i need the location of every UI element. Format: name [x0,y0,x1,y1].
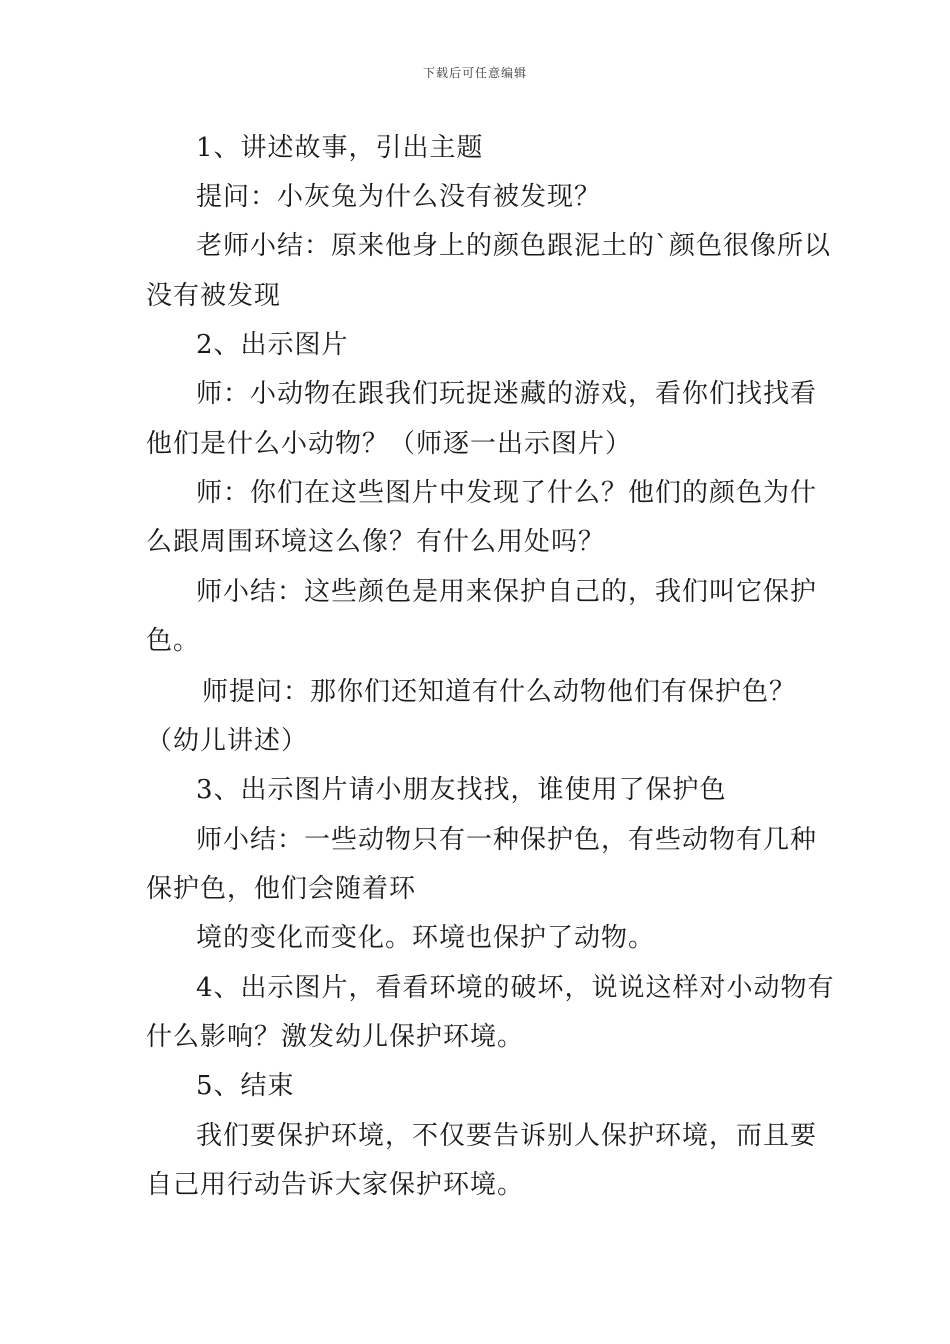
paragraph-line: 什么影响？激发幼儿保护环境。 [146,1022,525,1052]
paragraph-line: 自己用行动告诉大家保护环境。 [146,1170,525,1200]
paragraph-line: 师：小动物在跟我们玩捉迷藏的游戏，看你们找找看 [196,379,818,409]
paragraph-line: 没有被发现 [146,281,282,311]
paragraph-line: 色。 [146,626,201,656]
paragraph-line: 保护色，他们会随着环 [146,874,417,904]
paragraph-line: 4、出示图片，看看环境的破坏，说说这样对小动物有 [196,973,835,1003]
paragraph-line: （幼儿讲述） [146,726,309,756]
page-header: 下载后可任意编辑 [422,66,527,80]
paragraph-line: 3、出示图片请小朋友找找，谁使用了保护色 [196,775,727,805]
paragraph-line: 么跟周围环境这么像？有什么用处吗？ [146,527,606,557]
paragraph-line: 师小结：这些颜色是用来保护自己的，我们叫它保护 [196,577,818,607]
paragraph-line: 他们是什么小动物？（师逐一出示图片） [146,429,633,459]
paragraph-line: 1、讲述故事，引出主题 [196,133,484,163]
paragraph-line: 师小结：一些动物只有一种保护色，有些动物有几种 [196,825,818,855]
paragraph-line: 5、结束 [196,1071,295,1101]
paragraph-line: 境的变化而变化。环境也保护了动物。 [196,923,656,953]
paragraph-line: 我们要保护环境，不仅要告诉别人保护环境，而且要 [196,1121,818,1151]
paragraph-line: 师提问：那你们还知道有什么动物他们有保护色？ [202,677,797,707]
paragraph-line: 老师小结：原来他身上的颜色跟泥土的`颜色很像所以 [196,231,832,261]
paragraph-line: 提问：小灰兔为什么没有被发现？ [196,182,602,212]
paragraph-line: 师：你们在这些图片中发现了什么？他们的颜色为什 [196,478,818,508]
paragraph-line: 2、出示图片 [196,330,349,360]
